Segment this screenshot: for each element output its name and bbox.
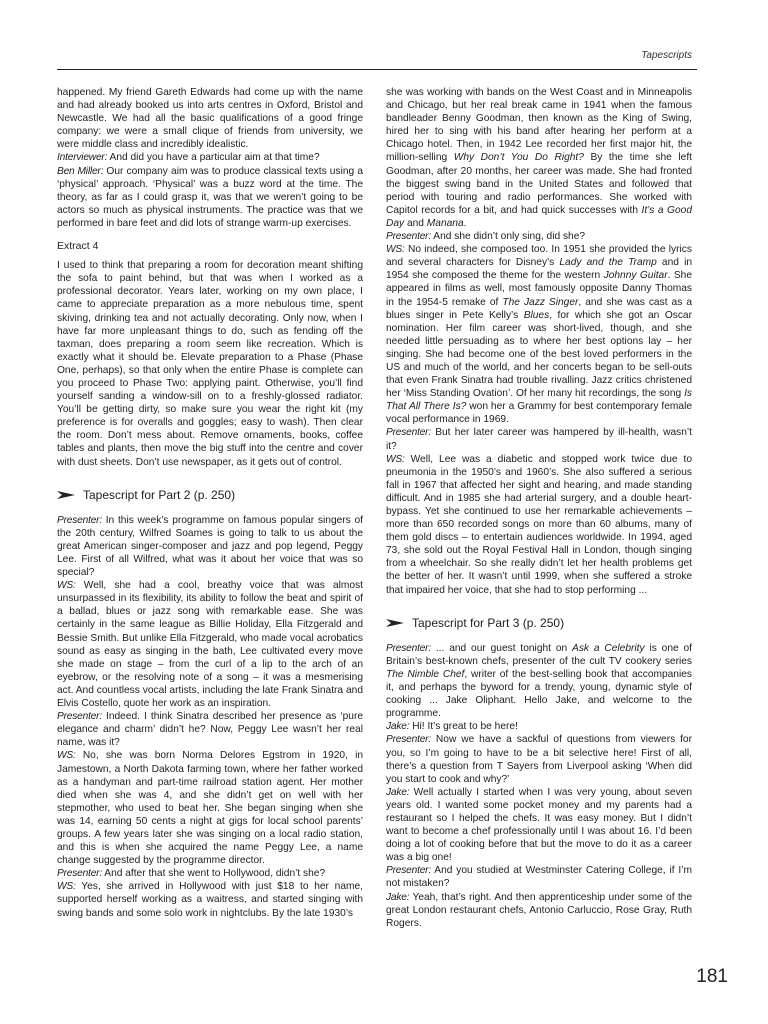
running-header: Tapescripts bbox=[641, 50, 692, 61]
dialogue-text: Well, Lee was a diabetic and stopped work twice due to pneumonia in the 1950’s and 1960’s. She also suffered a serious fall in 1967 that affected her sight and hearing, and made standing difficult. And in 1985 she had arterial surgery, and a double heart-bypass. Yet she continued to use her remarkable achievements – more than 650 recorded songs on more than 60 albums, many of them gold discs – to entertain audiences worldwide. In 1994, aged 73, she sold out the Royal Festival Hall in London, though singing from a wheelchair. So she really didn’t let her health problems get the better of her. It wasn’t until 1999, when she suffered a stroke that impaired her voice, that she had to stop performing ... bbox=[386, 453, 692, 596]
text-run: No indeed, she composed too. In 1951 she provided the lyrics and several characters for Disney’s bbox=[386, 244, 692, 269]
film-title: Johnny Guitar bbox=[603, 270, 668, 282]
film-title: The Jazz Singer bbox=[502, 296, 579, 308]
dialogue-line bbox=[386, 720, 692, 733]
section-title: Tapescript for Part 2 (p. 250) bbox=[83, 487, 236, 502]
speaker-label: Interviewer: bbox=[57, 152, 108, 164]
right-column bbox=[386, 86, 692, 930]
dialogue-line bbox=[386, 243, 692, 426]
text-run: she was working with bands on the West Coast and in Minneapolis and Chicago, but her real break came in 1941 when the famous bandleader Benny Goodman, then known as the King of Swing, hired her to sing with his band after hearing her perform at a Chicago hotel. Then, in 1942 Lee recorded her first major hit, the million-selling bbox=[386, 87, 692, 164]
dialogue-line bbox=[386, 230, 692, 243]
dialogue-line bbox=[57, 579, 363, 710]
text-run: ... and our guest tonight on bbox=[431, 642, 573, 654]
dialogue-text: Our company aim was to produce classical texts using a ‘physical’ approach. ‘Physical’ was a buzz word at the time. The theory, as far as I could grasp it, was that we weren’t going to be actors so much as physical instruments. The practice was that we performed in bare feet and did lots of strange warm-up exercises. bbox=[57, 165, 363, 229]
speaker-label: Presenter: bbox=[386, 231, 431, 243]
left-column bbox=[57, 86, 363, 920]
dialogue-line bbox=[57, 151, 363, 164]
show-title: Ask a Celebrity bbox=[572, 642, 645, 654]
speaker-label: Jake: bbox=[386, 721, 410, 733]
extract-heading: Extract 4 bbox=[57, 240, 99, 253]
dialogue-line bbox=[57, 165, 363, 230]
dialogue-text: Hi! It’s great to be here! bbox=[409, 721, 518, 733]
dialogue-text: And you studied at Westminster Catering College, if I’m not mistaken? bbox=[386, 865, 692, 890]
section-title: Tapescript for Part 3 (p. 250) bbox=[412, 615, 565, 630]
speaker-label: Jake: bbox=[386, 891, 410, 903]
film-title: Blues bbox=[523, 309, 550, 321]
speaker-label: Presenter: bbox=[57, 514, 102, 526]
dialogue-line bbox=[57, 710, 363, 749]
speaker-label: Presenter: bbox=[57, 711, 102, 723]
section-heading bbox=[57, 489, 363, 502]
dialogue-text: And did you have a particular aim at that time? bbox=[107, 152, 320, 164]
text-run: By the time she left Goodman, after 20 months, her career was made. She had fronted the biggest swing band in the United States and followed that period with touring and radio performances. She worked with Capitol records for a bit, and had quick successes with bbox=[386, 152, 692, 216]
text-run: and in 1954 she composed the theme for the western bbox=[386, 257, 692, 282]
speaker-label: WS: bbox=[386, 244, 405, 256]
dialogue-text: In this week’s programme on famous popular singers of the 20th century, Wilfred Soames is going to talk to us about the great American singer-composer and jazz and pop legend, Peggy Lee. First of all Wilfred, what was it about her voice that was so special? bbox=[57, 514, 363, 579]
section-heading bbox=[386, 617, 692, 630]
speaker-label: Presenter: bbox=[386, 427, 431, 439]
song-title: It’s a Good Day bbox=[386, 204, 692, 229]
dialogue-line bbox=[386, 733, 692, 785]
speaker-label: Presenter: bbox=[386, 865, 431, 877]
speaker-label: Presenter: bbox=[386, 734, 431, 746]
dialogue-line bbox=[57, 749, 363, 867]
text-run: won her a Grammy for best contemporary female vocal performance in 1969. bbox=[386, 401, 692, 426]
dialogue-text: But her later career was hampered by ill-health, wasn’t it? bbox=[386, 427, 692, 452]
dialogue-text: And she didn’t only sing, did she? bbox=[431, 231, 586, 243]
song-title: Manana bbox=[426, 217, 464, 229]
arrow-icon bbox=[386, 618, 404, 628]
film-title: Lady and the Tramp bbox=[559, 257, 657, 269]
dialogue-line bbox=[57, 880, 363, 919]
text-run: . bbox=[463, 217, 467, 229]
speaker-label: Presenter: bbox=[386, 642, 431, 654]
text-run: , writer of the best-selling book that accompanies it, and perhaps the byword for a trendy, young, dynamic style of cooking ... Jake Oliphant. Hello Jake, and welcome to the programme. bbox=[386, 668, 692, 720]
text-run: , for which she got an Oscar nomination. Her film career was short-lived, though, and she needed little persuading as to where her best options lay – her singing. She had become one of the best loved performers in the US and much of the world, and her concerts began to be sell-outs that even Frank Sinatra had trouble rivalling. Jazz critics christened her ‘Miss Standing Ovation’. Of her many hit recordings, the song bbox=[386, 309, 692, 400]
speaker-label: Jake: bbox=[386, 786, 410, 798]
dialogue-line bbox=[386, 426, 692, 452]
text-run: is one of Britain’s best-known chefs, presenter of the cult TV cookery series bbox=[386, 642, 693, 667]
speaker-label: WS: bbox=[386, 453, 405, 465]
text-run: and bbox=[404, 217, 427, 229]
speaker-label: Presenter: bbox=[57, 868, 102, 880]
song-title: Is That All There Is? bbox=[386, 388, 692, 413]
show-title: The Nimble Chef bbox=[386, 668, 465, 680]
dialogue-text: Well, she had a cool, breathy voice that was almost unsurpassed in its flexibility, its ability to follow the beat and spirit of a ballad, blues or jazz song with remarkable ease. She was certainly in the same league as Billie Holiday, Ella Fitzgerald and Bessie Smith. But unlike Ella Fitzgerald, who made vocal acrobatics sound as easy as singing in the bath, Lee cultivated every move she made on stage – from the curl of a lip to the arch of an eyebrow, or the resolving note of a song – it was a mesmerising act. And countless vocal artists, including the late Frank Sinatra and Elvis Costello, quote her work as an inspiration. bbox=[57, 580, 363, 710]
speaker-label: Ben Miller: bbox=[57, 165, 104, 177]
paragraph: I used to think that preparing a room for decoration meant shifting the sofa to paint behind, but that was when I worked as a professional decorator. Years later, working on my own place, I came to appreciate preparation as a more nebulous time, spent skiving, drinking tea and not actually decorating. Only now, when I have far more unpleasant things to do, such as fending off the taxman, does preparing a room seem like recreation. Which is exactly what it should be. Elevate preparation to a Phase (Phase One, perhaps), so that only when the entire Phase is complete can you proceed to Phase Two: applying paint. Otherwise, you’ll find yourself sanding a window-sill on to a freshly-glossed radiator. You’ll be getting dirty, so make sure you wear the right kit (my preference is for overalls and goggles; easy to wash). Then clear the room. Don’t mess about. Remove ornaments, books, coffee tables and plants, then move the big stuff into the centre and cover with dust sheets. Don’t use newspaper, as it gets out of control. bbox=[57, 260, 363, 468]
dialogue-line bbox=[386, 453, 692, 597]
paragraph: happened. My friend Gareth Edwards had come up with the name and had already booked us into arts centres in Oxford, Bristol and Newcastle. We had all the basic qualifications of a good fringe company: we were a small clique of friends from university, we were middle class and incredibly idealistic. bbox=[57, 87, 363, 151]
dialogue-text: And after that she went to Hollywood, didn’t she? bbox=[102, 868, 326, 880]
dialogue-line bbox=[386, 786, 692, 865]
speaker-label: WS: bbox=[57, 750, 76, 762]
dialogue-text: Yes, she arrived in Hollywood with just $18 to her name, supported herself working as a waitress, and started singing with swing bands and some solo work in nightclubs. By the late 1930’s bbox=[57, 881, 363, 919]
speaker-label: WS: bbox=[57, 881, 76, 893]
dialogue-line bbox=[386, 891, 692, 930]
dialogue-text: Yeah, that’s right. And then apprenticeship under some of the great London restaurant chefs, Antonio Carluccio, Rose Gray, Ruth Rogers. bbox=[386, 891, 692, 929]
text-run: , and she was cast as a blues singer in Pete Kelly’s bbox=[386, 296, 692, 321]
arrow-icon bbox=[57, 490, 75, 500]
speaker-label: WS: bbox=[57, 580, 76, 592]
dialogue-text: No, she was born Norma Delores Egstrom in 1920, in Jamestown, a North Dakota farming town, where her father worked as a handyman and part-time railroad station agent. Her mother died when she was 4, and she didn’t get on well with her stepmother, who used to beat her. She began singing when she was 14, earning 50 cents a night at gigs for local school parents’ groups. A few years later she was singing on a local radio station, and this is when she acquired the name Peggy Lee, a name change suggested by the programme director. bbox=[57, 750, 363, 867]
header-divider bbox=[57, 69, 697, 70]
dialogue-line bbox=[386, 642, 692, 721]
dialogue-text: Well actually I started when I was very young, about seven years old. I wanted some pocket money and my parents had a restaurant so I helped the chefs. It was easy money. But I didn’t want to become a chef professionally until I was about 16. I’d been doing a lot of cooking before that but the move to do it as a career was a big one! bbox=[386, 786, 692, 864]
page-number: 181 bbox=[696, 966, 728, 987]
dialogue-text: Indeed. I think Sinatra described her presence as ‘pure elegance and charm’ didn’t he? Now, Peggy Lee wasn’t her real name, was it? bbox=[57, 711, 363, 749]
song-title: Why Don’t You Do Right? bbox=[453, 152, 584, 164]
text-run: . She appeared in films as well, most famously opposite Danny Thomas in the 1954-5 remake of bbox=[386, 270, 692, 308]
paragraph bbox=[386, 86, 692, 230]
dialogue-text: Now we have a sackful of questions from viewers for you, so I’m going to have to be a bit selective here! First of all, there’s a question from T Sayers from Liverpool asking ‘When did you start to cook and why?’ bbox=[386, 734, 692, 785]
dialogue-line bbox=[386, 864, 692, 890]
dialogue-line bbox=[57, 867, 363, 880]
dialogue-line bbox=[57, 514, 363, 579]
